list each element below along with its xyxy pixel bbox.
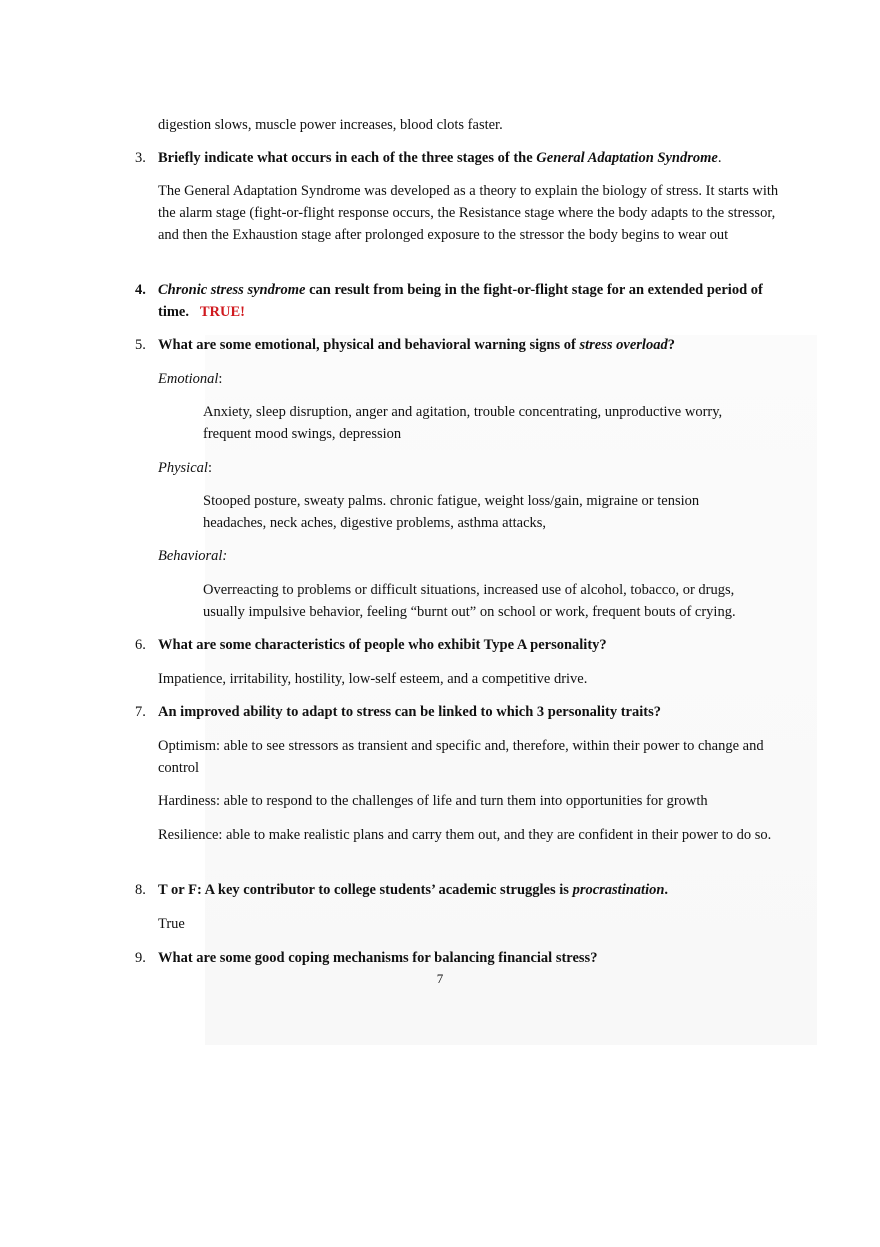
question-text: What are some good coping mechanisms for balancing financial stress? <box>158 950 598 966</box>
question-number: 9. <box>135 950 146 966</box>
question-text: can result from being in the fight-or-flight stage for an extended period of time. <box>158 282 763 320</box>
answer-3: The General Adaptation Syndrome was developed as a theory to explain the biology of stress. It starts with the alarm stage (fight-or-flight response occurs, the Resistance stage where the body adapts to the stressor, and then the Exhaustion stage after prolonged exposure to the stressor the body begins to wear out <box>158 183 779 243</box>
question-number: 5. <box>135 337 146 353</box>
continuation-text: digestion slows, muscle power increases, blood clots faster. <box>158 117 503 133</box>
question-number: 7. <box>135 704 146 720</box>
answer-4: TRUE! <box>199 304 245 320</box>
behavioral-label: Behavioral: <box>158 548 228 564</box>
trait-resilience: Resilience: able to make realistic plans and carry them out, and they are confident in their power to do so. <box>158 827 772 843</box>
behavioral-signs: Overreacting to problems or difficult situations, increased use of alcohol, tobacco, or drugs, usually impulsive behavior, feeling “burnt out” on school or work, frequent bouts of crying. <box>203 582 736 620</box>
question-3 <box>135 147 785 169</box>
question-8 <box>135 879 785 901</box>
page-number: 7 <box>436 971 444 986</box>
answer-8: True <box>158 916 185 932</box>
question-5 <box>135 334 785 356</box>
question-4 <box>135 279 785 323</box>
question-punct: . <box>664 882 669 898</box>
question-text: What are some characteristics of people who exhibit Type A personality? <box>158 637 607 653</box>
question-text: T or F: A key contributor to college students’ academic struggles is <box>158 882 573 898</box>
trait-hardiness: Hardiness: able to respond to the challenges of life and turn them into opportunities for growth <box>158 793 708 809</box>
question-6 <box>135 634 785 656</box>
question-text: Briefly indicate what occurs in each of the three stages of the <box>158 150 537 166</box>
emotional-signs: Anxiety, sleep disruption, anger and agitation, trouble concentrating, unproductive worry, frequent mood swings, depression <box>203 404 723 442</box>
question-text: What are some emotional, physical and behavioral warning signs of <box>158 337 580 353</box>
question-number: 8. <box>135 882 146 898</box>
answer-6: Impatience, irritability, hostility, low-self esteem, and a competitive drive. <box>158 671 588 687</box>
question-text: An improved ability to adapt to stress can be linked to which 3 personality traits? <box>158 704 661 720</box>
physical-signs: Stooped posture, sweaty palms. chronic fatigue, weight loss/gain, migraine or tension headaches, neck aches, digestive problems, asthma attacks, <box>203 493 700 531</box>
emotional-label: Emotional <box>158 371 219 387</box>
question-number: 6. <box>135 637 146 653</box>
question-punct: . <box>717 150 722 166</box>
physical-label: Physical <box>158 460 208 476</box>
question-7 <box>135 701 785 723</box>
label-colon: : <box>207 460 212 476</box>
trait-optimism: Optimism: able to see stressors as transient and specific and, therefore, within their power to change and control <box>158 738 764 776</box>
question-number: 3. <box>135 150 146 166</box>
question-emphasis: procrastination <box>572 882 665 898</box>
question-emphasis: stress overload <box>579 337 668 353</box>
question-punct: ? <box>667 337 675 353</box>
label-colon: : <box>218 371 223 387</box>
question-emphasis: Chronic stress syndrome <box>158 282 306 298</box>
emotional-heading <box>158 368 784 390</box>
question-9 <box>135 947 785 969</box>
physical-heading <box>158 457 784 479</box>
question-emphasis: General Adaptation Syndrome <box>536 150 718 166</box>
question-number: 4. <box>135 282 146 298</box>
